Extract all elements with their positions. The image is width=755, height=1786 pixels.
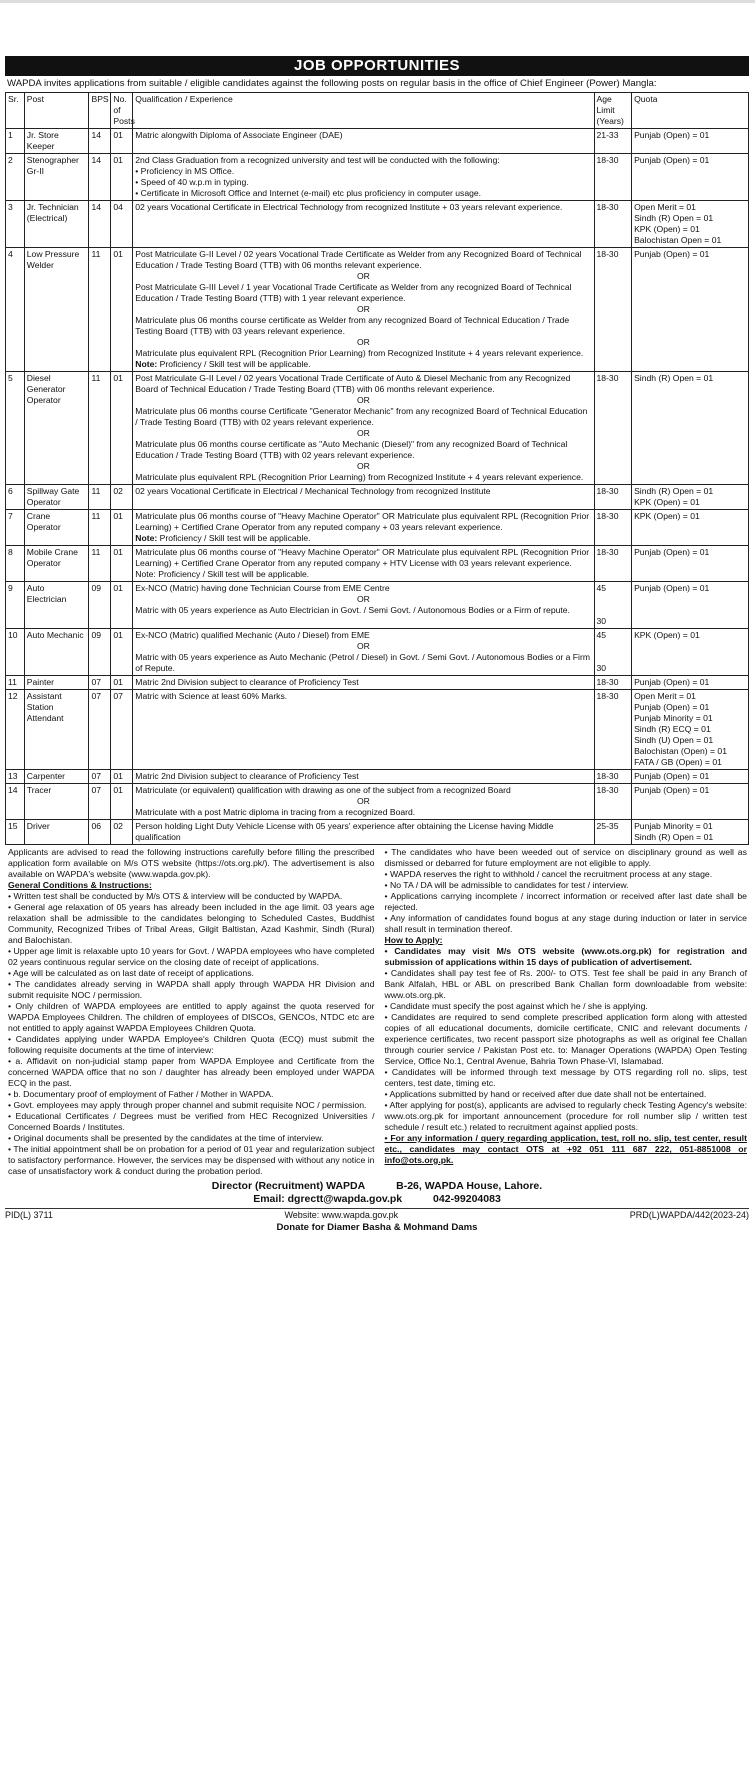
list-item: • The candidates already serving in WAPDA shall apply through WAPDA HR Division and submit requisite NOC / permission. bbox=[8, 979, 375, 1000]
cell-sr: 2 bbox=[6, 154, 25, 201]
qualification-text: Post Matriculate G-II Level / 02 years Vocational Trade Certificate as Welder from any Recognized Board of Technical Education / Trade Testing Board (TTB) with 06 months relevant experience. bbox=[135, 249, 582, 270]
quota-line: KPK (Open) = 01 bbox=[634, 497, 700, 507]
donate-banner: Donate for Diamer Basha & Mohmand Dams bbox=[276, 1222, 478, 1233]
cell-bps: 07 bbox=[89, 676, 111, 690]
age-value: 45 bbox=[596, 583, 607, 593]
cell-posts: 01 bbox=[111, 546, 133, 582]
page-title: JOB OPPORTUNITIES bbox=[5, 56, 749, 76]
cell-qualification bbox=[133, 676, 594, 690]
cell-sr: 11 bbox=[6, 676, 25, 690]
cell-qualification bbox=[133, 154, 594, 201]
cell-age bbox=[594, 248, 632, 372]
or-separator: OR bbox=[356, 271, 370, 281]
list-item: • Govt. employees may apply through proper channel and submit requisite NOC / permission. bbox=[8, 1100, 367, 1110]
quota-line: Punjab Minority = 01 bbox=[634, 713, 713, 723]
cell-qualification bbox=[133, 784, 594, 820]
list-item: • Candidates shall pay test fee of Rs. 200/- to OTS. Test fee shall be paid in any Branch of Bank Alfalah, HBL or ABL on prescribed Bank Challan form downloadable from website: www.ots.org.pk. bbox=[384, 968, 747, 1000]
list-item: • Candidates may visit M/s OTS website (www.ots.org.pk) for registration and submission of applications within 15 days of publication of advertisement. bbox=[384, 946, 747, 967]
cell-age bbox=[594, 201, 632, 248]
age-value: 18-30 bbox=[596, 249, 619, 259]
signature-address: B-26, WAPDA House, Lahore. bbox=[396, 1180, 543, 1192]
quota-line: Balochistan (Open) = 01 bbox=[634, 746, 727, 756]
quota-line: Punjab (Open) = 01 bbox=[634, 771, 710, 781]
cell-bps: 07 bbox=[89, 690, 111, 770]
cell-qualification bbox=[133, 372, 594, 485]
quota-line: Punjab (Open) = 01 bbox=[634, 547, 710, 557]
note-label: Note: bbox=[135, 359, 160, 369]
cell-quota bbox=[632, 372, 749, 485]
list-item: • Written test shall be conducted by M/s OTS & interview will be conducted by WAPDA. bbox=[8, 891, 343, 901]
cell-post: Auto Mechanic bbox=[24, 629, 89, 676]
qualification-note bbox=[135, 359, 591, 370]
qualification-text: Matriculate plus equivalent RPL (Recognition Prior Learning) from Recognized Institute + 4 years relevant experience. bbox=[135, 472, 584, 482]
header-quota: Quota bbox=[632, 93, 749, 129]
list-item: • Only children of WAPDA employees are entitled to apply against the quota reserved for WAPDA Employees Children. The children of employees of DISCOs, GENCOs, NTDC etc are not entitled to apply against WAPDA Employees Children Quota. bbox=[8, 1001, 375, 1033]
cell-quota bbox=[632, 629, 749, 676]
cell-posts: 01 bbox=[111, 510, 133, 546]
cell-quota bbox=[632, 248, 749, 372]
or-separator: OR bbox=[356, 337, 370, 347]
cell-post: Stenographer Gr-II bbox=[24, 154, 89, 201]
cell-sr: 7 bbox=[6, 510, 25, 546]
cell-posts: 02 bbox=[111, 485, 133, 510]
apply-list bbox=[384, 946, 747, 1166]
cell-quota bbox=[632, 820, 749, 845]
cell-bps: 11 bbox=[89, 546, 111, 582]
qualification-text: Matriculate plus 06 months course certificate as Welder from any recognized Board of Technical Education / Trade Testing Board (TTB) with 03 years relevant experience. bbox=[135, 315, 570, 336]
qualification-text: Matric with Science at least 60% Marks. bbox=[135, 691, 288, 701]
qualification-text: Matric with 05 years experience as Auto Mechanic (Petrol / Diesel) in Govt. / Semi Govt. / Autonomous Bodies or a Firm of Repute. bbox=[135, 652, 590, 673]
cell-quota bbox=[632, 690, 749, 770]
cell-qualification bbox=[133, 629, 594, 676]
list-item: • Candidates will be informed through text message by OTS regarding roll no. slips, test centers, test date, timing etc. bbox=[384, 1067, 747, 1088]
cell-quota bbox=[632, 154, 749, 201]
cell-age bbox=[594, 690, 632, 770]
qualification-text: Matric 2nd Division subject to clearance of Proficiency Test bbox=[135, 677, 359, 687]
cell-qualification bbox=[133, 582, 594, 629]
cell-bps: 14 bbox=[89, 154, 111, 201]
header-post: Post bbox=[24, 93, 89, 129]
cell-sr: 4 bbox=[6, 248, 25, 372]
signature-title: Director (Recruitment) WAPDA bbox=[211, 1180, 366, 1192]
cell-post: Auto Electrician bbox=[24, 582, 89, 629]
cell-posts: 07 bbox=[111, 690, 133, 770]
qualification-text: Matriculate plus 06 months course certificate as "Auto Mechanic (Diesel)" from any recognized Board of Technical Education / Trade Testing Board (TTB) with 02 years relevant experience. bbox=[135, 439, 568, 460]
quota-line: Sindh (R) Open = 01 bbox=[634, 373, 714, 383]
quota-line: Punjab (Open) = 01 bbox=[634, 249, 710, 259]
cell-bps: 11 bbox=[89, 510, 111, 546]
qualification-text: Matric with 05 years experience as Auto Electrician in Govt. / Semi Govt. / Autonomous Bodies or a Firm of repute. bbox=[135, 605, 570, 615]
signature-block bbox=[5, 1180, 749, 1206]
or-separator: OR bbox=[356, 641, 370, 651]
cell-age bbox=[594, 129, 632, 154]
list-item: • Age will be calculated as on last date of receipt of applications. bbox=[8, 968, 254, 978]
age-value: 18-30 bbox=[596, 677, 619, 687]
cell-age bbox=[594, 676, 632, 690]
cell-bps: 07 bbox=[89, 770, 111, 784]
qualification-text: Ex-NCO (Matric) having done Technician Course from EME Centre bbox=[135, 583, 390, 593]
cell-quota bbox=[632, 510, 749, 546]
list-item: • a. Affidavit on non-judicial stamp paper from WAPDA Employee and Certificate from the concerned WAPDA office that no son / daughter has already been employed under WAPDA ECQ in the past. bbox=[8, 1056, 375, 1088]
general-list bbox=[8, 891, 374, 1177]
table-row bbox=[6, 629, 749, 676]
cell-sr: 9 bbox=[6, 582, 25, 629]
cell-age bbox=[594, 510, 632, 546]
quota-line: Open Merit = 01 bbox=[634, 202, 696, 212]
jobs-body bbox=[6, 129, 749, 845]
cell-age bbox=[594, 770, 632, 784]
cell-quota bbox=[632, 784, 749, 820]
cell-posts: 01 bbox=[111, 372, 133, 485]
cell-posts: 01 bbox=[111, 784, 133, 820]
list-item: • Educational Certificates / Degrees must be verified from HEC Recognized Universities / Concerned Boards / Institutes. bbox=[8, 1111, 375, 1132]
cell-qualification bbox=[133, 510, 594, 546]
cell-quota bbox=[632, 770, 749, 784]
qualification-text: Matriculate plus equivalent RPL (Recognition Prior Learning) from Recognized Institute + 4 years relevant experience. bbox=[135, 348, 584, 358]
cell-qualification bbox=[133, 485, 594, 510]
signature-email: Email: dgrectt@wapda.gov.pk bbox=[253, 1193, 403, 1205]
footer-pid: PID(L) 3711 bbox=[5, 1210, 53, 1220]
table-header-row bbox=[6, 93, 749, 129]
cell-post: Painter bbox=[24, 676, 89, 690]
cell-age bbox=[594, 582, 632, 629]
cell-age bbox=[594, 820, 632, 845]
cell-sr: 12 bbox=[6, 690, 25, 770]
cell-bps: 06 bbox=[89, 820, 111, 845]
cell-quota bbox=[632, 129, 749, 154]
table-row bbox=[6, 784, 749, 820]
table-row bbox=[6, 820, 749, 845]
qualification-text: Matric 2nd Division subject to clearance of Proficiency Test bbox=[135, 771, 359, 781]
list-item: • After applying for post(s), applicants are advised to regularly check Testing Agency's website: www.ots.org.pk for important announcement (procedure for roll number slip / written test schedule / result etc.) related to recruitment against applied posts. bbox=[384, 1100, 747, 1132]
header-age: Age Limit (Years) bbox=[594, 93, 632, 129]
instructions bbox=[5, 847, 749, 1177]
qualification-bullet: • Proficiency in MS Office. bbox=[135, 166, 235, 176]
cell-posts: 01 bbox=[111, 582, 133, 629]
age-value: 18-30 bbox=[596, 771, 619, 781]
or-separator: OR bbox=[356, 796, 370, 806]
cell-qualification bbox=[133, 201, 594, 248]
left-intro: Applicants are advised to read the following instructions carefully before filling the prescribed application form available on M/s OTS website (https://ots.org.pk/). The advertisement is also available on WAPDA's website (www.wapda.gov.pk). bbox=[8, 847, 375, 879]
cell-post: Jr. Technician (Electrical) bbox=[24, 201, 89, 248]
age-value: 18-30 bbox=[596, 511, 619, 521]
age-value: 21-33 bbox=[596, 130, 619, 140]
quota-line: FATA / GB (Open) = 01 bbox=[634, 757, 722, 767]
qualification-text: Matriculate with a post Matric diploma in tracing from a recognized Board. bbox=[135, 807, 416, 817]
qualification-text: Matriculate plus 06 months course Certificate "Generator Mechanic" from any recognized Board of Technical Education / Trade Testing Board (TTB) with 02 years relevant experience. bbox=[135, 406, 588, 427]
list-item: • The initial appointment shall be on probation for a period of 01 year and regularization subject to satisfactory performance. However, the services may be dispensed with without any notice in case of unsatisfactory work & conduct during the probation period. bbox=[8, 1144, 375, 1176]
list-item: • The candidates who have been weeded out of service on disciplinary ground as well as dismissed or debarred for future employment are not eligible to apply. bbox=[384, 847, 747, 868]
cell-sr: 6 bbox=[6, 485, 25, 510]
cell-qualification bbox=[133, 690, 594, 770]
list-item: • Applications submitted by hand or received after due date shall not be entertained. bbox=[384, 1089, 707, 1099]
list-item: • Applications carrying incomplete / incorrect information or received after last date shall be rejected. bbox=[384, 891, 747, 912]
cell-bps: 07 bbox=[89, 784, 111, 820]
cell-post: Tracer bbox=[24, 784, 89, 820]
cell-post: Assistant Station Attendant bbox=[24, 690, 89, 770]
age-value: 45 bbox=[596, 630, 607, 640]
age-spacer bbox=[597, 641, 630, 663]
list-item: • Candidates applying under WAPDA Employee's Children Quota (ECQ) must submit the following requisite documents at the time of interview: bbox=[8, 1034, 375, 1055]
quota-line: Sindh (R) Open = 01 bbox=[634, 832, 714, 842]
qualification-text: Post Matriculate G-II Level / 02 years Vocational Trade Certificate of Auto & Diesel Mechanic from any Recognized Board of Technical Education / Trade Testing Board (TTB) with 06 months relevant experience. bbox=[135, 373, 571, 394]
cell-posts: 01 bbox=[111, 676, 133, 690]
quota-line: Open Merit = 01 bbox=[634, 691, 696, 701]
list-item: • Original documents shall be presented by the candidates at the time of interview. bbox=[8, 1133, 324, 1143]
or-separator: OR bbox=[356, 428, 370, 438]
instructions-left bbox=[5, 847, 378, 1177]
age-value: 18-30 bbox=[596, 691, 619, 701]
footer-website: Website: www.wapda.gov.pk bbox=[284, 1210, 399, 1220]
qualification-text: Matriculate (or equivalent) qualification with drawing as one of the subject from a recognized Board bbox=[135, 785, 511, 795]
cell-quota bbox=[632, 582, 749, 629]
list-item: • WAPDA reserves the right to withhold / cancel the recruitment process at any stage. bbox=[384, 869, 713, 879]
table-row bbox=[6, 485, 749, 510]
header-qualification: Qualification / Experience bbox=[133, 93, 594, 129]
jobs-table bbox=[5, 92, 749, 845]
header-sr: Sr. bbox=[6, 93, 25, 129]
quota-line: KPK (Open) = 01 bbox=[634, 224, 700, 234]
right-list bbox=[384, 847, 747, 935]
cell-quota bbox=[632, 485, 749, 510]
cell-post: Crane Operator bbox=[24, 510, 89, 546]
cell-bps: 14 bbox=[89, 201, 111, 248]
qualification-text: Matriculate plus 06 months course of "Heavy Machine Operator" OR Matriculate plus equivalent RPL (Recognition Prior Learning) + Certified Crane Operator from any reputed company + HTV License with 03 years relevant experience. bbox=[135, 547, 590, 568]
cell-qualification bbox=[133, 129, 594, 154]
cell-post: Diesel Generator Operator bbox=[24, 372, 89, 485]
age-value-alt: 30 bbox=[596, 663, 607, 673]
table-row bbox=[6, 201, 749, 248]
age-value: 25-35 bbox=[596, 821, 619, 831]
header-posts: No. of Posts bbox=[111, 93, 133, 129]
quota-line: Punjab (Open) = 01 bbox=[634, 583, 710, 593]
quota-line: KPK (Open) = 01 bbox=[634, 630, 700, 640]
table-row bbox=[6, 154, 749, 201]
list-item: • Upper age limit is relaxable upto 10 years for Govt. / WAPDA employees who have completed 02 years continuous regular service on the closing date of receipt of applications. bbox=[8, 946, 375, 967]
quota-line: Punjab (Open) = 01 bbox=[634, 785, 710, 795]
age-value: 18-30 bbox=[596, 373, 619, 383]
list-item: • No TA / DA will be admissible to candidates for test / interview. bbox=[384, 880, 629, 890]
instructions-right bbox=[378, 847, 749, 1177]
cell-age bbox=[594, 154, 632, 201]
cell-bps: 11 bbox=[89, 248, 111, 372]
quota-line: Punjab (Open) = 01 bbox=[634, 155, 710, 165]
cell-bps: 11 bbox=[89, 485, 111, 510]
table-row bbox=[6, 372, 749, 485]
or-separator: OR bbox=[356, 304, 370, 314]
cell-sr: 10 bbox=[6, 629, 25, 676]
age-value: 18-30 bbox=[596, 155, 619, 165]
list-item: • b. Documentary proof of employment of Father / Mother in WAPDA. bbox=[8, 1089, 274, 1099]
cell-posts: 02 bbox=[111, 820, 133, 845]
qualification-text: Ex-NCO (Matric) qualified Mechanic (Auto / Diesel) from EME bbox=[135, 630, 370, 640]
cell-age bbox=[594, 546, 632, 582]
cell-age bbox=[594, 485, 632, 510]
cell-quota bbox=[632, 201, 749, 248]
signature-phone: 042-99204083 bbox=[433, 1193, 501, 1205]
cell-post: Carpenter bbox=[24, 770, 89, 784]
table-row bbox=[6, 510, 749, 546]
cell-sr: 15 bbox=[6, 820, 25, 845]
general-heading: General Conditions & Instructions: bbox=[8, 880, 152, 890]
age-value-alt: 30 bbox=[596, 616, 607, 626]
quota-line: Punjab (Open) = 01 bbox=[634, 130, 710, 140]
cell-bps: 14 bbox=[89, 129, 111, 154]
cell-post: Jr. Store Keeper bbox=[24, 129, 89, 154]
table-row bbox=[6, 582, 749, 629]
cell-qualification bbox=[133, 546, 594, 582]
quota-line: Punjab (Open) = 01 bbox=[634, 702, 710, 712]
cell-qualification bbox=[133, 248, 594, 372]
quota-line: Sindh (R) Open = 01 bbox=[634, 213, 714, 223]
cell-posts: 04 bbox=[111, 201, 133, 248]
list-item: • Candidate must specify the post against which he / she is applying. bbox=[384, 1001, 648, 1011]
cell-sr: 1 bbox=[6, 129, 25, 154]
quota-line: Sindh (R) Open = 01 bbox=[634, 486, 714, 496]
or-separator: OR bbox=[356, 594, 370, 604]
quota-line: Punjab Minority = 01 bbox=[634, 821, 713, 831]
note-text: Proficiency / Skill test will be applicable. bbox=[159, 533, 311, 543]
age-value: 18-30 bbox=[596, 785, 619, 795]
qualification-text: Note: Proficiency / Skill test will be applicable. bbox=[135, 569, 310, 579]
advertisement bbox=[5, 56, 749, 1233]
cell-posts: 01 bbox=[111, 154, 133, 201]
qualification-text: Matric alongwith Diploma of Associate Engineer (DAE) bbox=[135, 130, 343, 140]
cell-bps: 09 bbox=[89, 582, 111, 629]
cell-post: Spillway Gate Operator bbox=[24, 485, 89, 510]
cell-age bbox=[594, 372, 632, 485]
age-spacer bbox=[597, 594, 630, 616]
cell-post: Driver bbox=[24, 820, 89, 845]
cell-bps: 11 bbox=[89, 372, 111, 485]
note-text: Proficiency / Skill test will be applicable. bbox=[159, 359, 311, 369]
list-item: • Candidates are required to send complete prescribed application form along with attested copies of all educational documents, domicile certificate, CNIC and relevant documents / experience certificates, two recent passport size photographs as well as original fee Challan through courier service / Pakistan Post etc. to: Manager Operations (WAPDA) Open Testing Service, Office No.1, Central Avenue, Bahria Town Phase-VI, Islamabad. bbox=[384, 1012, 747, 1066]
list-item: • General age relaxation of 05 years has already been included in the age limit. 03 years age relaxation shall be admissible to the candidates belonging to Scheduled Castes, Buddhist Community, Recognized Tribes of Tribal Areas, Gilgit Baltistan, Azad Kashmir, Sindh (Rural) and Balochistan. bbox=[8, 902, 375, 945]
intro-text: WAPDA invites applications from suitable / eligible candidates against the following posts on regular basis in the office of Chief Engineer (Power) Mangla: bbox=[7, 78, 657, 89]
cell-post: Low Pressure Welder bbox=[24, 248, 89, 372]
footer bbox=[5, 1208, 749, 1220]
header-bps: BPS bbox=[89, 93, 111, 129]
cell-qualification bbox=[133, 770, 594, 784]
note-label: Note: bbox=[135, 533, 160, 543]
footer-prd: PRD(L)WAPDA/442(2023-24) bbox=[629, 1210, 749, 1220]
cell-sr: 14 bbox=[6, 784, 25, 820]
qualification-note bbox=[135, 533, 591, 544]
or-separator: OR bbox=[356, 395, 370, 405]
top-edge bbox=[0, 0, 755, 3]
list-item: • For any information / query regarding application, test, roll no. slip, test center, result etc., candidates may contact OTS at +92 051 111 687 222, 051-8851008 or info@ots.org.pk. bbox=[384, 1133, 747, 1165]
qualification-text: 02 years Vocational Certificate in Electrical / Mechanical Technology from recognized Institute bbox=[135, 486, 491, 496]
qualification-text: 02 years Vocational Certificate in Electrical Technology from recognized Institute + 03 years relevant experience. bbox=[135, 202, 563, 212]
table-row bbox=[6, 248, 749, 372]
qualification-text: 2nd Class Graduation from a recognized university and test will be conducted with the following: bbox=[135, 155, 500, 165]
table-row bbox=[6, 546, 749, 582]
age-value: 18-30 bbox=[596, 486, 619, 496]
quota-line: Punjab (Open) = 01 bbox=[634, 677, 710, 687]
qualification-text: Post Matriculate G-III Level / 1 year Vocational Trade Certificate as Welder from any recognized Board of Technical Education / Trade Testing Board (TTB) with 1 year relevant experience. bbox=[135, 282, 572, 303]
table-row bbox=[6, 676, 749, 690]
cell-quota bbox=[632, 676, 749, 690]
table-row bbox=[6, 690, 749, 770]
cell-posts: 01 bbox=[111, 770, 133, 784]
apply-heading: How to Apply: bbox=[384, 935, 443, 945]
cell-age bbox=[594, 629, 632, 676]
cell-posts: 01 bbox=[111, 248, 133, 372]
table-row bbox=[6, 770, 749, 784]
table-row bbox=[6, 129, 749, 154]
qualification-text: Person holding Light Duty Vehicle License with 05 years' experience after obtaining the License having Middle qualification bbox=[135, 821, 554, 842]
cell-qualification bbox=[133, 820, 594, 845]
or-separator: OR bbox=[356, 461, 370, 471]
age-value: 18-30 bbox=[596, 547, 619, 557]
list-item: • Any information of candidates found bogus at any stage during induction or later in service shall result in termination thereof. bbox=[384, 913, 747, 934]
qualification-bullet: • Speed of 40 w.p.m in typing. bbox=[135, 177, 249, 187]
quota-line: KPK (Open) = 01 bbox=[634, 511, 700, 521]
cell-quota bbox=[632, 546, 749, 582]
quota-line: Balochistan Open = 01 bbox=[634, 235, 722, 245]
cell-sr: 13 bbox=[6, 770, 25, 784]
cell-sr: 8 bbox=[6, 546, 25, 582]
cell-age bbox=[594, 784, 632, 820]
cell-sr: 5 bbox=[6, 372, 25, 485]
cell-post: Mobile Crane Operator bbox=[24, 546, 89, 582]
cell-posts: 01 bbox=[111, 629, 133, 676]
qualification-text: Matriculate plus 06 months course of "Heavy Machine Operator" OR Matriculate plus equivalent RPL (Recognition Prior Learning) + Certified Crane Operator from any reputed company + 03 years relevant experience. bbox=[135, 511, 590, 532]
qualification-bullet: • Certificate in Microsoft Office and Internet (e-mail) etc plus proficiency in computer usage. bbox=[135, 188, 482, 198]
quota-line: Sindh (R) ECQ = 01 bbox=[634, 724, 711, 734]
age-value: 18-30 bbox=[596, 202, 619, 212]
cell-sr: 3 bbox=[6, 201, 25, 248]
quota-line: Sindh (U) Open = 01 bbox=[634, 735, 714, 745]
cell-bps: 09 bbox=[89, 629, 111, 676]
cell-posts: 01 bbox=[111, 129, 133, 154]
